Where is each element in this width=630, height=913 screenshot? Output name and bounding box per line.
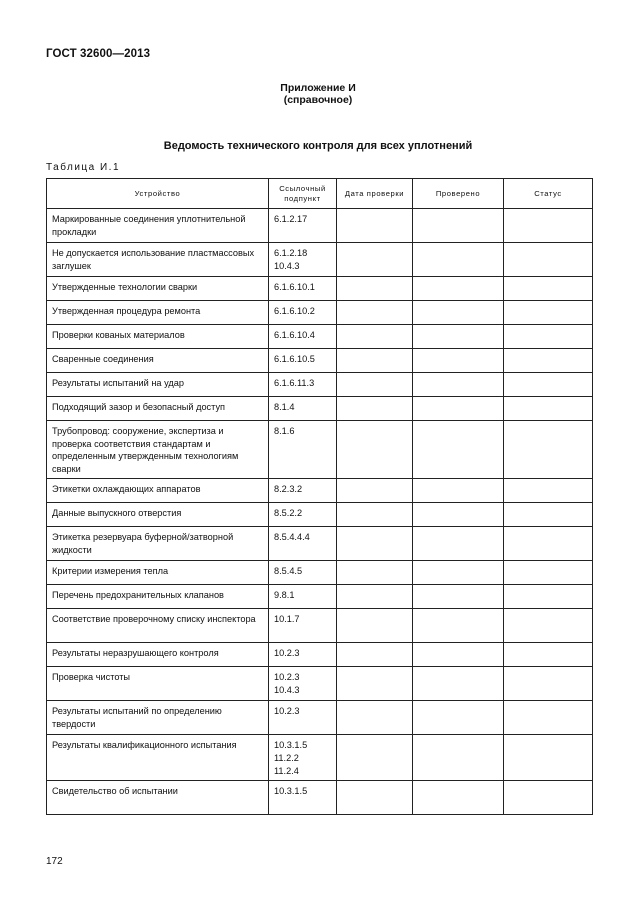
table-row bbox=[47, 397, 593, 421]
cell-date[interactable] bbox=[337, 373, 413, 397]
cell-reference bbox=[269, 609, 337, 643]
standard-code: ГОСТ 32600—2013 bbox=[46, 48, 151, 60]
cell-date[interactable] bbox=[337, 701, 413, 735]
reference-clause: 10.4.3 bbox=[274, 684, 300, 695]
cell-device: Результаты испытаний по определению твердости bbox=[47, 701, 269, 735]
cell-device: Результаты неразрушающего контроля bbox=[47, 643, 269, 667]
reference-clause: 8.1.4 bbox=[274, 402, 295, 412]
reference-clause: 6.1.2.18 bbox=[274, 248, 308, 258]
cell-reference bbox=[269, 421, 337, 479]
cell-reference bbox=[269, 781, 337, 815]
table-row bbox=[47, 243, 593, 277]
cell-device: Этикетка резервуара буферной/затворной жидкости bbox=[47, 527, 269, 561]
reference-clause: 10.3.1.5 bbox=[274, 740, 308, 751]
cell-reference bbox=[269, 585, 337, 609]
cell-checked[interactable] bbox=[413, 701, 504, 735]
cell-checked[interactable] bbox=[413, 735, 504, 781]
cell-reference bbox=[269, 209, 337, 243]
cell-date[interactable] bbox=[337, 503, 413, 527]
cell-reference bbox=[269, 349, 337, 373]
appendix-title: Приложение И bbox=[280, 82, 356, 94]
cell-checked[interactable] bbox=[413, 503, 504, 527]
cell-checked[interactable] bbox=[413, 209, 504, 243]
table-row bbox=[47, 585, 593, 609]
cell-status[interactable] bbox=[504, 527, 593, 561]
cell-checked[interactable] bbox=[413, 301, 504, 325]
table-row bbox=[47, 301, 593, 325]
cell-status[interactable] bbox=[504, 609, 593, 643]
cell-checked[interactable] bbox=[413, 397, 504, 421]
cell-date[interactable] bbox=[337, 277, 413, 301]
table-header-row bbox=[47, 179, 593, 209]
table-row bbox=[47, 479, 593, 503]
cell-status[interactable] bbox=[504, 585, 593, 609]
cell-device: Критерии измерения тепла bbox=[47, 561, 269, 585]
cell-status[interactable] bbox=[504, 397, 593, 421]
cell-status[interactable] bbox=[504, 209, 593, 243]
table-body bbox=[47, 209, 593, 815]
reference-clause: 10.1.7 bbox=[274, 614, 300, 625]
cell-date[interactable] bbox=[337, 527, 413, 561]
table-row bbox=[47, 527, 593, 561]
cell-reference bbox=[269, 701, 337, 735]
cell-status[interactable] bbox=[504, 667, 593, 701]
reference-clause: 10.2.3 bbox=[274, 706, 300, 717]
cell-date[interactable] bbox=[337, 667, 413, 701]
cell-checked[interactable] bbox=[413, 479, 504, 503]
cell-status[interactable] bbox=[504, 643, 593, 667]
cell-reference bbox=[269, 643, 337, 667]
reference-clause: 11.2.4 bbox=[274, 765, 299, 776]
cell-date[interactable] bbox=[337, 479, 413, 503]
cell-reference bbox=[269, 667, 337, 701]
cell-date[interactable] bbox=[337, 349, 413, 373]
cell-checked[interactable] bbox=[413, 277, 504, 301]
table-row bbox=[47, 701, 593, 735]
cell-status[interactable] bbox=[504, 735, 593, 781]
cell-device: Проверка чистоты bbox=[47, 667, 269, 701]
cell-date[interactable] bbox=[337, 397, 413, 421]
cell-reference bbox=[269, 735, 337, 781]
cell-status[interactable] bbox=[504, 701, 593, 735]
table-row bbox=[47, 609, 593, 643]
cell-checked[interactable] bbox=[413, 643, 504, 667]
column-header-reference: Ссылочный подпункт bbox=[269, 179, 337, 209]
table-row bbox=[47, 373, 593, 397]
table-row bbox=[47, 561, 593, 585]
cell-device: Результаты квалификационного испытания bbox=[47, 735, 269, 781]
cell-checked[interactable] bbox=[413, 527, 504, 561]
cell-reference bbox=[269, 373, 337, 397]
cell-checked[interactable] bbox=[413, 243, 504, 277]
cell-date[interactable] bbox=[337, 781, 413, 815]
reference-clause: 6.1.6.10.4 bbox=[274, 330, 315, 340]
appendix-subtitle: (справочное) bbox=[283, 94, 353, 106]
table-row bbox=[47, 503, 593, 527]
cell-date[interactable] bbox=[337, 735, 413, 781]
cell-device: Перечень предохранительных клапанов bbox=[47, 585, 269, 609]
table-row bbox=[47, 209, 593, 243]
reference-clause: 10.2.3 bbox=[274, 672, 300, 683]
inspection-table bbox=[46, 178, 593, 815]
reference-clause: 8.2.3.2 bbox=[274, 484, 303, 495]
table-label: Таблица И.1 bbox=[46, 162, 121, 173]
page-number: 172 bbox=[46, 856, 63, 867]
reference-clause: 6.1.2.17 bbox=[274, 214, 308, 224]
column-header-device: Устройство bbox=[47, 179, 269, 209]
cell-reference bbox=[269, 277, 337, 301]
cell-status[interactable] bbox=[504, 421, 593, 479]
cell-checked[interactable] bbox=[413, 325, 504, 349]
cell-device: Соответствие проверочному списку инспектора bbox=[47, 609, 269, 643]
cell-device: Проверки кованых материалов bbox=[47, 325, 269, 349]
cell-checked[interactable] bbox=[413, 373, 504, 397]
cell-status[interactable] bbox=[504, 373, 593, 397]
reference-clause: 10.2.3 bbox=[274, 648, 300, 659]
cell-status[interactable] bbox=[504, 301, 593, 325]
reference-clause: 8.5.4.5 bbox=[274, 566, 303, 577]
cell-date[interactable] bbox=[337, 609, 413, 643]
reference-clause: 6.1.6.10.1 bbox=[274, 282, 315, 292]
reference-clause: 8.5.4.4.4 bbox=[274, 532, 310, 543]
cell-status[interactable] bbox=[504, 479, 593, 503]
column-header-date: Дата проверки bbox=[337, 179, 413, 209]
cell-date[interactable] bbox=[337, 209, 413, 243]
cell-checked[interactable] bbox=[413, 609, 504, 643]
table-row bbox=[47, 325, 593, 349]
cell-device: Трубопровод: сооружение, экспертиза и проверка соответствия стандартам и определенным утвержденным технологиям сварки bbox=[47, 421, 269, 479]
cell-device: Результаты испытаний на удар bbox=[47, 373, 269, 397]
reference-clause: 11.2.2 bbox=[274, 752, 299, 763]
table-row bbox=[47, 349, 593, 373]
cell-device: Не допускается использование пластмассовых заглушек bbox=[47, 243, 269, 277]
cell-checked[interactable] bbox=[413, 561, 504, 585]
cell-device: Свидетельство об испытании bbox=[47, 781, 269, 815]
reference-clause: 6.1.6.10.2 bbox=[274, 306, 315, 316]
cell-reference bbox=[269, 243, 337, 277]
cell-status[interactable] bbox=[504, 277, 593, 301]
cell-date[interactable] bbox=[337, 585, 413, 609]
cell-reference bbox=[269, 397, 337, 421]
cell-checked[interactable] bbox=[413, 349, 504, 373]
cell-reference bbox=[269, 325, 337, 349]
document-title: Ведомость технического контроля для всех уплотнений bbox=[163, 140, 473, 152]
column-header-checked: Проверено bbox=[413, 179, 504, 209]
table-row bbox=[47, 667, 593, 701]
cell-status[interactable] bbox=[504, 503, 593, 527]
cell-status[interactable] bbox=[504, 781, 593, 815]
table-row bbox=[47, 643, 593, 667]
reference-clause: 9.8.1 bbox=[274, 590, 295, 601]
cell-checked[interactable] bbox=[413, 781, 504, 815]
cell-device: Этикетки охлаждающих аппаратов bbox=[47, 479, 269, 503]
cell-device: Данные выпускного отверстия bbox=[47, 503, 269, 527]
cell-reference bbox=[269, 561, 337, 585]
reference-clause: 8.5.2.2 bbox=[274, 508, 303, 519]
cell-reference bbox=[269, 301, 337, 325]
reference-clause: 10.4.3 bbox=[274, 260, 300, 271]
cell-checked[interactable] bbox=[413, 421, 504, 479]
cell-date[interactable] bbox=[337, 643, 413, 667]
cell-status[interactable] bbox=[504, 561, 593, 585]
cell-device: Утвержденные технологии сварки bbox=[47, 277, 269, 301]
cell-date[interactable] bbox=[337, 301, 413, 325]
reference-clause: 6.1.6.10.5 bbox=[274, 354, 315, 364]
cell-device: Маркированные соединения уплотнительной прокладки bbox=[47, 209, 269, 243]
table-row bbox=[47, 781, 593, 815]
cell-date[interactable] bbox=[337, 243, 413, 277]
table-row bbox=[47, 421, 593, 479]
cell-reference bbox=[269, 527, 337, 561]
cell-checked[interactable] bbox=[413, 585, 504, 609]
cell-reference bbox=[269, 503, 337, 527]
reference-clause: 6.1.6.11.3 bbox=[274, 378, 315, 388]
table-row bbox=[47, 735, 593, 781]
cell-device: Утвержденная процедура ремонта bbox=[47, 301, 269, 325]
cell-status[interactable] bbox=[504, 243, 593, 277]
cell-date[interactable] bbox=[337, 561, 413, 585]
cell-reference bbox=[269, 479, 337, 503]
cell-checked[interactable] bbox=[413, 667, 504, 701]
cell-status[interactable] bbox=[504, 349, 593, 373]
column-header-status: Статус bbox=[504, 179, 593, 209]
reference-clause: 8.1.6 bbox=[274, 426, 295, 436]
cell-device: Сваренные соединения bbox=[47, 349, 269, 373]
table-row bbox=[47, 277, 593, 301]
cell-date[interactable] bbox=[337, 421, 413, 479]
cell-status[interactable] bbox=[504, 325, 593, 349]
reference-clause: 10.3.1.5 bbox=[274, 786, 308, 797]
cell-device: Подходящий зазор и безопасный доступ bbox=[47, 397, 269, 421]
cell-date[interactable] bbox=[337, 325, 413, 349]
